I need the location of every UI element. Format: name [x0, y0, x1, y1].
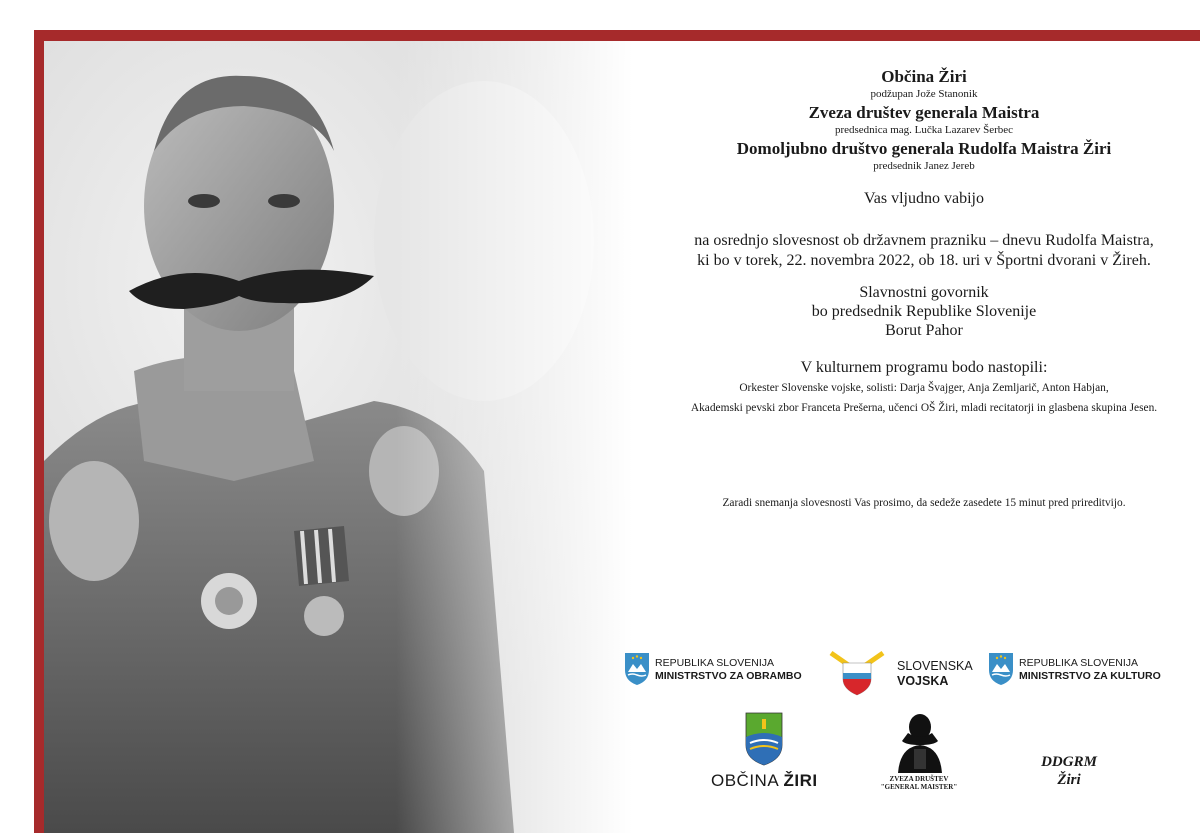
- sponsor-logos-row-1: [624, 649, 1184, 709]
- mo-line-2: MINISTRSTVO ZA OBRAMBO: [655, 670, 802, 682]
- mk-line-1: REPUBLIKA SLOVENIJA: [1019, 657, 1139, 669]
- seating-note: Zaradi snemanja slovesnosti Vas prosimo, da sedeže zasedete 15 minut pred prireditvijo.: [722, 497, 1126, 509]
- speaker-block: [604, 283, 1200, 340]
- zdgm-line-1: ZVEZA DRUŠTEV: [889, 775, 949, 783]
- logo-ministry-culture: [988, 652, 1188, 692]
- invite-line: Vas vljudno vabijo: [864, 190, 984, 207]
- program-line-1: Orkester Slovenske vojske, solisti: Darja Švajger, Anja Zemljarič, Anton Habjan,: [739, 382, 1109, 394]
- ddgrm-line-2: Žiri: [1057, 772, 1081, 788]
- zveza-president: predsednica mag. Lučka Lazarev Šerbec: [834, 124, 1014, 136]
- program-line-2: Akademski pevski zbor Franceta Prešerna, učenci OŠ Žiri, mladi recitatorji in glasbena skupina Jesen.: [690, 402, 1158, 414]
- logo-slovenska-vojska: [829, 649, 989, 704]
- logo-ddgrm: [1024, 753, 1114, 793]
- ziri-coat-of-arms-icon: [744, 711, 784, 767]
- event-description: [604, 231, 1200, 271]
- logo-zveza-drustev-general-maister: [864, 711, 984, 821]
- top-border: [34, 30, 1200, 41]
- invitation-text: [604, 66, 1200, 511]
- ddgrm-wordmark: [1024, 753, 1114, 789]
- sv-line-2: VOJSKA: [897, 674, 949, 688]
- general-maister-portrait-icon: [894, 711, 946, 773]
- ddgrm-line-1: DDGRM: [1041, 754, 1097, 770]
- deputy-mayor: podžupan Jože Stanonik: [870, 88, 978, 100]
- mk-line-2: MINISTRSTVO ZA KULTURO: [1019, 670, 1161, 682]
- ziri-bold: ŽIRI: [783, 771, 818, 790]
- sv-line-1: SLOVENSKA: [897, 659, 973, 673]
- zdgm-caption: [864, 775, 974, 791]
- slovenia-coat-of-arms-icon: [988, 652, 1014, 686]
- drustvo-president: predsednik Janez Jereb: [873, 160, 975, 172]
- logo-ministry-defence: [624, 652, 824, 692]
- org-domoljubno-drustvo: Domoljubno društvo generala Rudolfa Maistra Žiri: [736, 139, 1112, 158]
- event-line-1: na osrednjo slovesnost ob državnem prazniku – dnevu Rudolfa Maistra,: [694, 232, 1154, 249]
- speaker-line-2: bo predsednik Republike Slovenije: [811, 303, 1037, 320]
- event-line-2: ki bo v torek, 22. novembra 2022, ob 18. uri v Športni dvorani v Žireh.: [697, 252, 1151, 269]
- mo-line-1: REPUBLIKA SLOVENIJA: [655, 657, 775, 669]
- ziri-light: OBČINA: [711, 771, 784, 790]
- zdgm-line-2: "GENERAL MAISTER": [880, 783, 958, 791]
- speaker-line-1: Slavnostni govornik: [859, 284, 989, 301]
- org-obcina-ziri: Občina Žiri: [881, 67, 967, 86]
- logo-obcina-ziri: [704, 711, 824, 821]
- ziri-wordmark: [711, 771, 818, 791]
- invitation-card: [44, 41, 1200, 833]
- slovenska-vojska-emblem-icon: [829, 649, 885, 697]
- left-border: [34, 30, 44, 833]
- org-zveza-drustev: Zveza društev generala Maistra: [808, 103, 1040, 122]
- slovenia-coat-of-arms-icon: [624, 652, 650, 686]
- speaker-name: Borut Pahor: [885, 322, 963, 339]
- program-title: V kulturnem programu bodo nastopili:: [800, 359, 1048, 376]
- sponsor-logos-row-2: [704, 711, 1124, 821]
- portrait-image: [44, 41, 684, 833]
